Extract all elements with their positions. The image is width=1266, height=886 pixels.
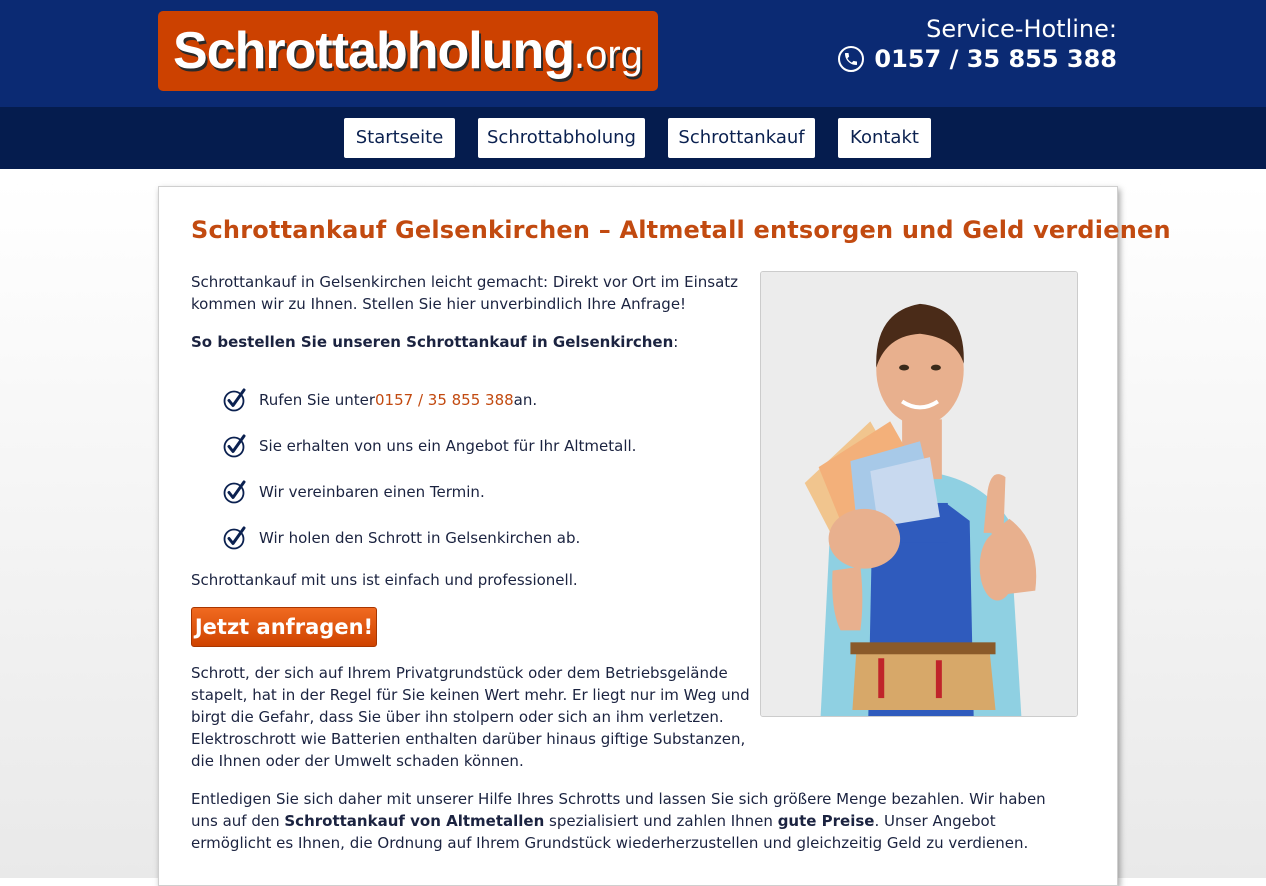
checkmark-icon (223, 526, 247, 550)
list-item (223, 469, 636, 515)
site-logo[interactable] (158, 11, 658, 91)
nav-item-kontakt[interactable]: Kontakt (838, 118, 931, 158)
easy-text: Schrottankauf mit uns ist einfach und professionell. (191, 571, 578, 589)
nav-item-schrottabholung[interactable]: Schrottabholung (478, 118, 645, 158)
request-button[interactable]: Jetzt anfragen! (191, 607, 377, 647)
logo-wordmark: Schrottabholung (173, 22, 574, 80)
checkmark-icon (223, 480, 247, 504)
body-paragraph-2 (191, 788, 1071, 854)
logo-tld: .org (574, 32, 643, 77)
step-text-before: Rufen Sie unter (259, 391, 376, 409)
intro-text: Schrottankauf in Gelsenkirchen leicht gemacht: Direkt vor Ort im Einsatz kommen wir zu Ihnen. Stellen Sie hier unverbindlich Ihre Anfrage! (191, 273, 739, 313)
order-steps-list (223, 377, 636, 561)
list-item (223, 423, 636, 469)
phone-icon (838, 46, 864, 72)
list-item (223, 515, 636, 561)
para2-text-a: Entledigen Sie sich daher mit unserer Hilfe Ihres Schrotts und lassen Sie sich größere Menge bezahlen. Wir haben uns auf den (191, 790, 1046, 830)
worker-photo (760, 271, 1078, 717)
site-header (0, 0, 1266, 107)
step-phone-link[interactable]: 0157 / 35 855 388 (375, 391, 514, 409)
order-heading-bold: So bestellen Sie unseren Schrottankauf in Gelsenkirchen (191, 333, 674, 351)
nav-item-schrottankauf[interactable]: Schrottankauf (668, 118, 815, 158)
service-hotline (838, 14, 1117, 74)
step-text: Wir vereinbaren einen Termin. (259, 483, 485, 501)
step-text: Sie erhalten von uns ein Angebot für Ihr Altmetall. (259, 437, 637, 455)
body-paragraph-1: Schrott, der sich auf Ihrem Privatgrundstück oder dem Betriebsgelände stapelt, hat in der Regel für Sie keinen Wert mehr. Er liegt nur im Weg und birgt die Gefahr, dass Sie über ihn stolpern oder sich an ihm verletzen. Elektroschrott wie Batterien enthalten darüber hinaus giftige Substanzen, die Ihnen oder der Umwelt schaden können. (191, 664, 750, 770)
step-text-after: an. (513, 391, 538, 409)
page-title: Schrottankauf Gelsenkirchen – Altmetall entsorgen und Geld verdienen (191, 216, 1171, 244)
para2-bold-a: Schrottankauf von Altmetallen (284, 812, 545, 830)
para2-text-b: spezialisiert und zahlen Ihnen (544, 812, 778, 830)
para2-text-c: . Unser Angebot ermöglicht es Ihnen, die Ordnung auf Ihrem Grundstück wiederherzustellen und gleichzeitig Geld zu verdienen. (191, 812, 1029, 852)
hotline-number: 0157 / 35 855 388 (874, 45, 1117, 73)
para2-bold-b: gute Preise (777, 812, 875, 830)
checkmark-icon (223, 434, 247, 458)
main-navigation (0, 107, 1266, 169)
hotline-number-row[interactable] (838, 44, 1117, 74)
worker-holding-money-image (761, 272, 1077, 716)
list-item (223, 377, 636, 423)
order-heading-colon: : (673, 333, 679, 351)
order-heading (191, 331, 751, 353)
nav-item-startseite[interactable]: Startseite (344, 118, 455, 158)
content-panel (158, 186, 1171, 886)
checkmark-icon (223, 388, 247, 412)
hotline-label: Service-Hotline: (926, 15, 1117, 43)
step-text: Wir holen den Schrott in Gelsenkirchen ab. (259, 529, 581, 547)
